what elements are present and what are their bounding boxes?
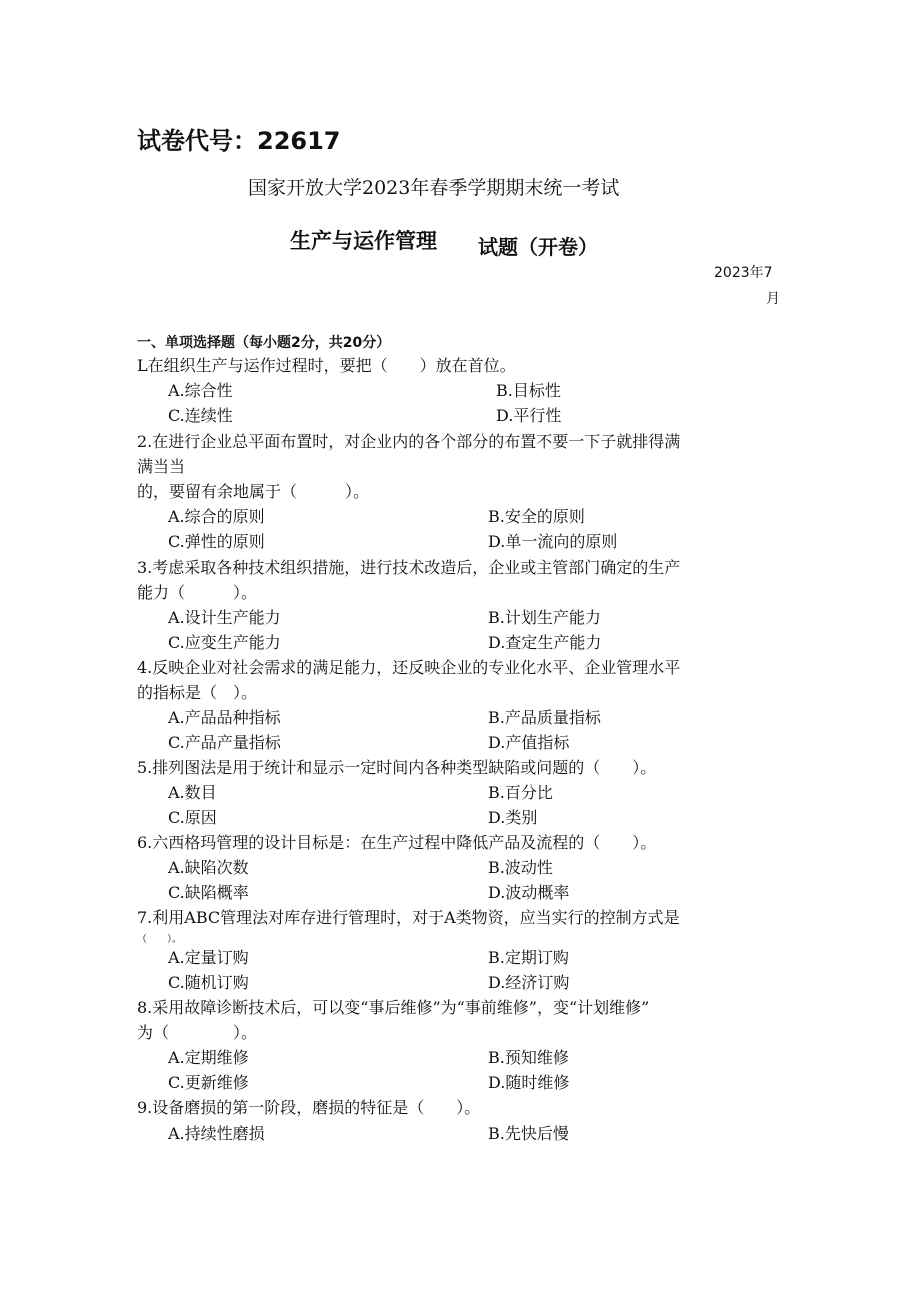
question-3-option-b: B.计划生产能力 xyxy=(488,608,601,627)
question-7-stem-line-1: 7.利用ABC管理法对库存进行管理时，对于A类物资，应当实行的控制方式是 xyxy=(137,908,680,927)
exam-date-part2: 月 xyxy=(766,291,780,307)
question-5-option-b: B.百分比 xyxy=(488,783,553,802)
question-2-option-b: B.安全的原则 xyxy=(488,507,585,526)
question-4-option-a: A.产品品种指标 xyxy=(168,708,281,727)
question-3-stem-line-1: 3.考虑采取各种技术组织措施，进行技术改造后，企业或主管部门确定的生产 xyxy=(137,558,681,577)
question-2-option-c: C.弹性的原则 xyxy=(168,532,265,551)
question-9-option-a: A.持续性磨损 xyxy=(168,1124,265,1143)
question-8-option-b: B.预知维修 xyxy=(488,1048,569,1067)
section-heading: 一、单项选择题（每小题2分，共20分） xyxy=(137,335,391,351)
question-4-option-c: C.产品产量指标 xyxy=(168,733,281,752)
question-4-option-d: D.产值指标 xyxy=(488,733,570,752)
subject-title: 生产与运作管理 xyxy=(290,229,437,253)
question-9-stem: 9.设备磨损的第一阶段，磨损的特征是（ ）。 xyxy=(137,1098,481,1117)
question-7-stem-line-2: （ ）。 xyxy=(137,934,182,945)
question-8-stem-line-2: 为（ ）。 xyxy=(137,1023,258,1042)
question-5-option-a: A.数目 xyxy=(168,783,217,802)
question-1-option-b: B.目标性 xyxy=(496,381,561,400)
question-4-stem-line-2: 的指标是（ ）。 xyxy=(137,683,258,702)
question-8-option-d: D.随时维修 xyxy=(488,1073,570,1092)
question-1-option-d: D.平行性 xyxy=(496,406,562,425)
question-4-stem-line-1: 4.反映企业对社会需求的满足能力，还反映企业的专业化水平、企业管理水平 xyxy=(137,658,681,677)
question-7-option-d: D.经济订购 xyxy=(488,973,570,992)
question-8-option-c: C.更新维修 xyxy=(168,1073,249,1092)
question-2-option-d: D.单一流向的原则 xyxy=(488,532,618,551)
question-6-option-b: B.波动性 xyxy=(488,858,553,877)
question-6-option-c: C.缺陷概率 xyxy=(168,883,249,902)
question-5-option-d: D.类别 xyxy=(488,808,538,827)
question-6-option-d: D.波动概率 xyxy=(488,883,570,902)
question-1-option-c: C.连续性 xyxy=(168,406,233,425)
question-4-option-b: B.产品质量指标 xyxy=(488,708,601,727)
exam-title: 国家开放大学2023年春季学期期末统一考试 xyxy=(248,177,620,199)
question-3-option-d: D.查定生产能力 xyxy=(488,633,602,652)
question-3-option-c: C.应变生产能力 xyxy=(168,633,281,652)
question-8-option-a: A.定期维修 xyxy=(168,1048,249,1067)
question-5-option-c: C.原因 xyxy=(168,808,217,827)
question-6-option-a: A.缺陷次数 xyxy=(168,858,249,877)
question-7-option-a: A.定量订购 xyxy=(168,948,249,967)
question-9-option-b: B.先快后慢 xyxy=(488,1124,569,1143)
question-7-option-b: B.定期订购 xyxy=(488,948,569,967)
exam-date-part1: 2023年7 xyxy=(714,265,773,281)
question-2-stem-line-1: 2.在进行企业总平面布置时，对企业内的各个部分的布置不要一下子就排得满 xyxy=(137,432,681,451)
question-3-option-a: A.设计生产能力 xyxy=(168,608,281,627)
question-1-stem: L在组织生产与运作过程时，要把（ ）放在首位。 xyxy=(137,356,516,375)
question-5-stem: 5.排列图法是用于统计和显示一定时间内各种类型缺陷或问题的（ ）。 xyxy=(137,758,657,777)
question-2-stem-line-2: 满当当 xyxy=(137,457,186,476)
paper-kind: 试题（开卷） xyxy=(478,235,598,259)
question-6-stem: 6.六西格玛管理的设计目标是：在生产过程中降低产品及流程的（ ）。 xyxy=(137,833,657,852)
paper-code: 试卷代号：22617 xyxy=(137,127,341,155)
question-1-option-a: A.综合性 xyxy=(168,381,233,400)
question-7-option-c: C.随机订购 xyxy=(168,973,249,992)
question-8-stem-line-1: 8.采用故障诊断技术后，可以变“事后维修”为“事前维修”，变“计划维修” xyxy=(137,998,650,1017)
question-2-option-a: A.综合的原则 xyxy=(168,507,265,526)
question-3-stem-line-2: 能力（ ）。 xyxy=(137,583,258,602)
question-2-stem-line-3: 的，要留有余地属于（ ）。 xyxy=(137,482,370,501)
